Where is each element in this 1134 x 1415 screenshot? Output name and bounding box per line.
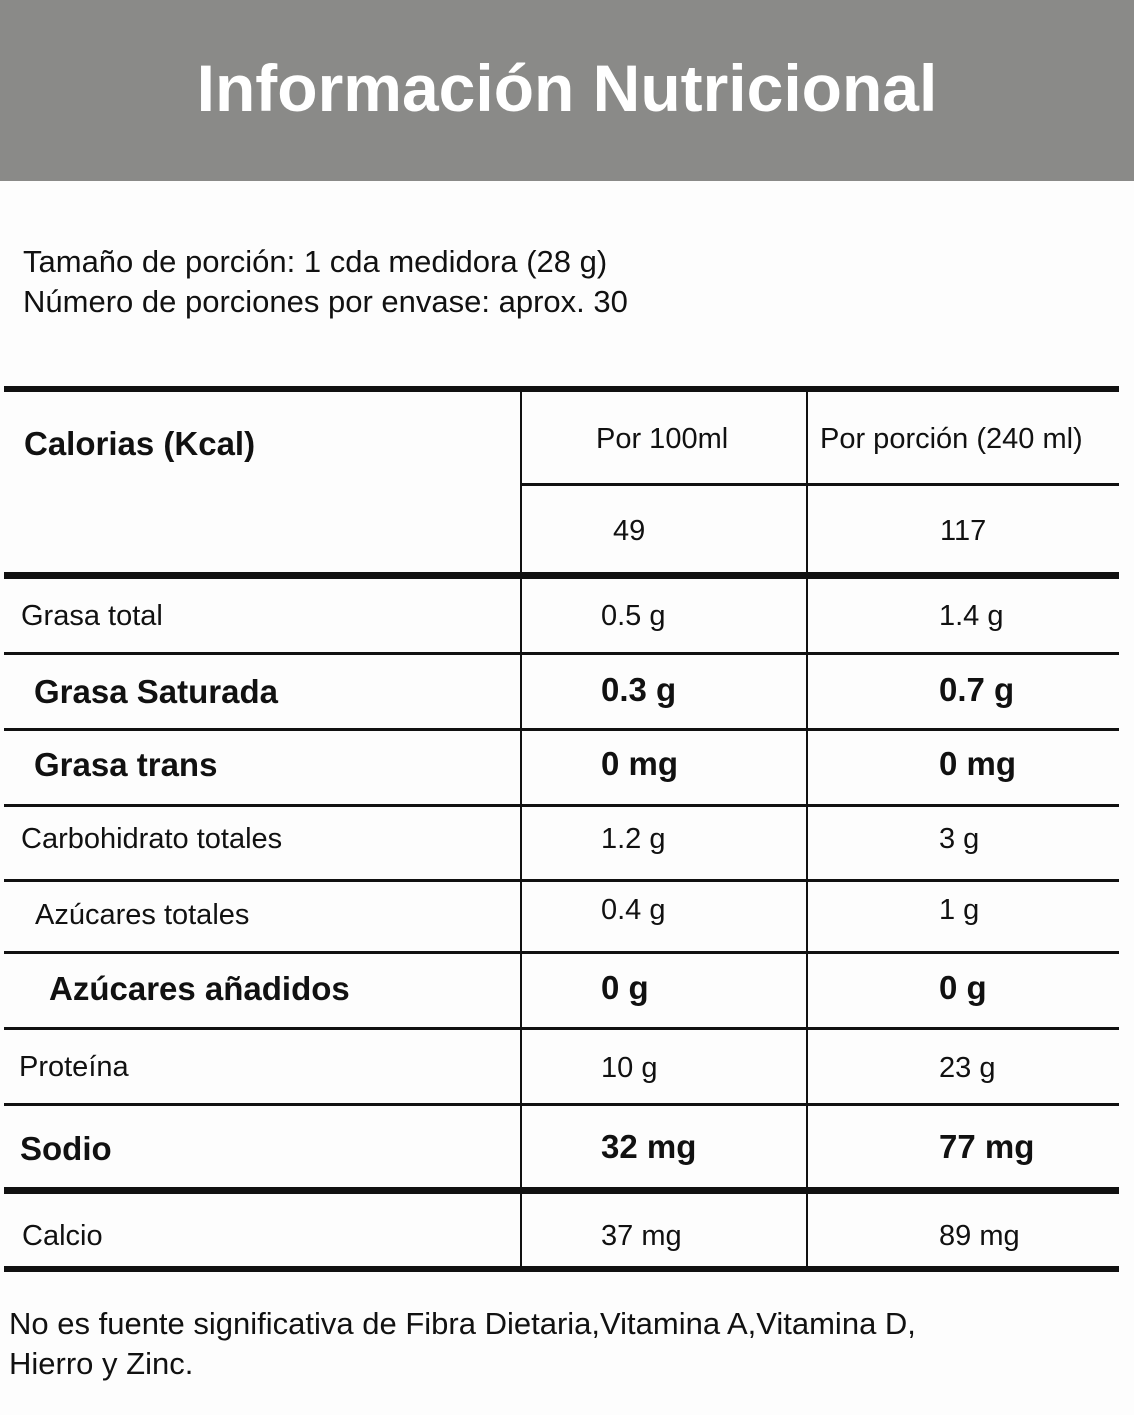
calories-portion-value: 117 bbox=[940, 515, 987, 547]
table-bottom-rule bbox=[4, 1266, 1119, 1272]
nutrient-value-100ml: 0.4 g bbox=[601, 894, 666, 926]
nutrient-label: Azúcares añadidos bbox=[49, 970, 350, 1007]
nutrient-value-portion: 1 g bbox=[939, 894, 980, 926]
row-divider bbox=[4, 804, 1119, 807]
footnote-line: No es fuente significativa de Fibra Dietaria,Vitamina A,Vitamina D, bbox=[9, 1306, 916, 1341]
row-divider bbox=[4, 879, 1119, 882]
header-divider bbox=[520, 483, 1119, 486]
nutrient-label: Grasa total bbox=[21, 600, 163, 632]
nutrient-value-100ml: 0.3 g bbox=[601, 671, 677, 708]
row-divider bbox=[4, 652, 1119, 655]
nutrient-label: Proteína bbox=[19, 1051, 129, 1083]
nutrient-value-portion: 77 mg bbox=[939, 1128, 1035, 1165]
nutrient-value-portion: 0 g bbox=[939, 969, 987, 1006]
footnote-line: Hierro y Zinc. bbox=[9, 1346, 194, 1381]
nutrient-value-100ml: 0 mg bbox=[601, 745, 679, 782]
nutrient-value-portion: 3 g bbox=[939, 823, 980, 855]
page-title: Información Nutricional bbox=[196, 50, 938, 125]
column-header-100ml: Por 100ml bbox=[596, 423, 729, 455]
nutrient-label: Sodio bbox=[20, 1130, 112, 1167]
footnote bbox=[9, 1304, 1119, 1384]
calories-100ml-value: 49 bbox=[613, 515, 646, 547]
row-divider bbox=[4, 1027, 1119, 1030]
nutrient-label: Carbohidrato totales bbox=[21, 823, 283, 855]
nutrient-value-100ml: 0.5 g bbox=[601, 600, 666, 632]
title-banner bbox=[0, 0, 1134, 181]
nutrient-value-100ml: 0 g bbox=[601, 969, 649, 1006]
table-top-rule bbox=[4, 386, 1119, 392]
column-divider bbox=[806, 392, 808, 1266]
calories-rule bbox=[4, 572, 1119, 579]
column-header-portion: Por porción (240 ml) bbox=[820, 423, 1083, 455]
servings-per-container: Número de porciones por envase: aprox. 30 bbox=[23, 284, 628, 319]
nutrient-value-100ml: 37 mg bbox=[601, 1220, 682, 1252]
column-divider bbox=[520, 392, 522, 1266]
serving-size: Tamaño de porción: 1 cda medidora (28 g) bbox=[23, 244, 608, 279]
calories-label: Calorias (Kcal) bbox=[24, 425, 256, 462]
nutrient-value-100ml: 1.2 g bbox=[601, 823, 666, 855]
nutrient-label: Azúcares totales bbox=[35, 899, 250, 931]
nutrient-value-portion: 89 mg bbox=[939, 1220, 1020, 1252]
nutrient-value-100ml: 32 mg bbox=[601, 1128, 697, 1165]
nutrient-value-portion: 1.4 g bbox=[939, 600, 1004, 632]
row-divider bbox=[4, 951, 1119, 954]
row-divider bbox=[4, 728, 1119, 731]
nutrient-label: Grasa trans bbox=[34, 746, 218, 783]
nutrient-value-100ml: 10 g bbox=[601, 1052, 658, 1084]
row-divider bbox=[4, 1103, 1119, 1106]
nutrient-value-portion: 0.7 g bbox=[939, 671, 1015, 708]
nutrient-value-portion: 0 mg bbox=[939, 745, 1017, 782]
nutrient-value-portion: 23 g bbox=[939, 1052, 996, 1084]
nutrient-label: Calcio bbox=[22, 1220, 103, 1252]
serving-info bbox=[23, 242, 628, 322]
sodium-rule bbox=[4, 1187, 1119, 1194]
nutrient-label: Grasa Saturada bbox=[34, 673, 278, 710]
